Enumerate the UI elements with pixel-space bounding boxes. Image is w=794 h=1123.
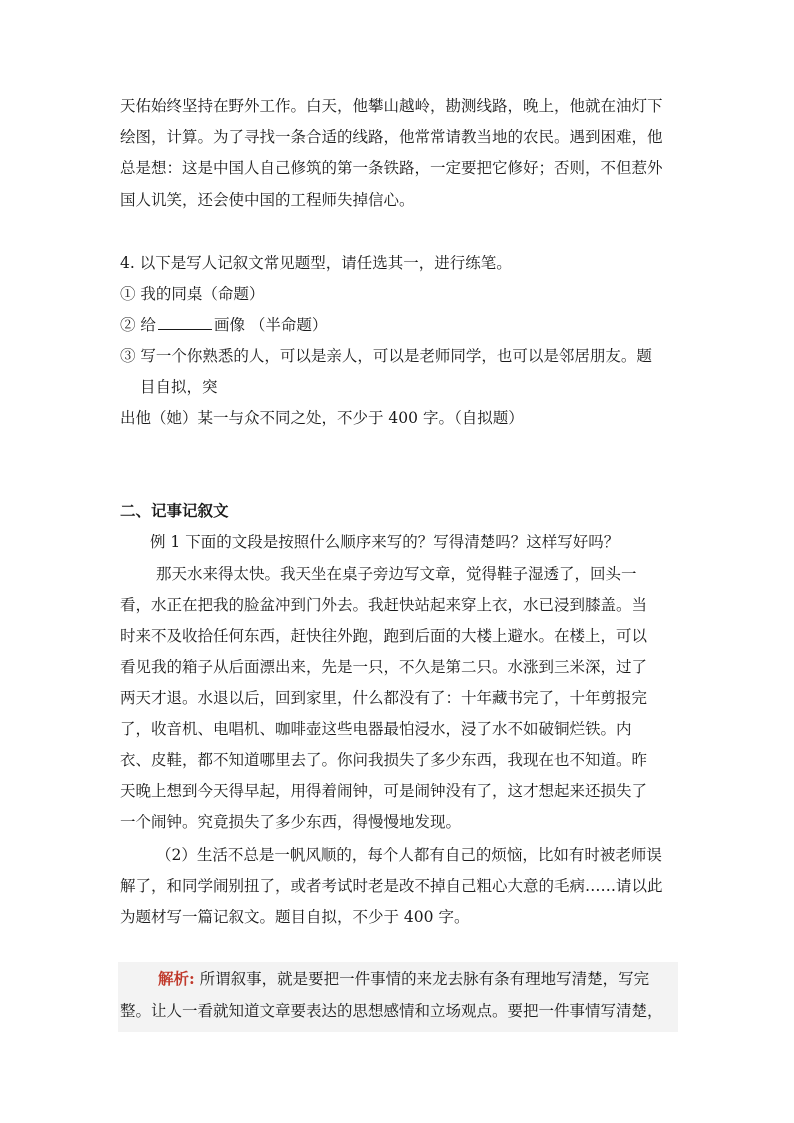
- section2-heading: 二、记事记叙文: [120, 501, 229, 520]
- passage-line-1: 那天水来得太快。我天坐在桌子旁边写文章，觉得鞋子湿透了，回头一: [156, 565, 637, 583]
- analysis-text-1: 所谓叙事，就是要把一件事情的来龙去脉有条有理地写清楚，写完: [194, 970, 650, 988]
- task-line-2: 解了，和同学闹别扭了，或者考试时老是改不掉自己粗心大意的毛病……请以此: [120, 877, 663, 895]
- q4-option-3-line-3: 出他（她）某一与众不同之处，不少于 400 字。（自拟题）: [120, 409, 524, 427]
- passage-line-6: 了，收音机、电唱机、咖啡壶这些电器最怕浸水，浸了水不如破铜烂铁。内: [120, 720, 632, 738]
- para1-line-2: 绘图，计算。为了寻找一条合适的线路，他常常请教当地的农民。遇到困难，他: [120, 128, 663, 146]
- passage-line-9: 一个闹钟。究竟损失了多少东西，得慢慢地发现。: [120, 813, 462, 831]
- passage-line-2: 看，水正在把我的脸盆冲到门外去。我赶快站起来穿上衣，水已浸到膝盖。当: [120, 596, 648, 614]
- passage-line-7: 衣、皮鞋，都不知道哪里去了。你问我损失了多少东西，我现在也不知道。昨: [120, 751, 648, 769]
- passage-line-4: 看见我的箱子从后面漂出来，先是一只，不久是第二只。水涨到三米深，过了: [120, 658, 648, 676]
- analysis-line-1: [158, 969, 649, 989]
- para1-line-3: 总是想：这是中国人自己修筑的第一条铁路，一定要把它修好；否则，不但惹外: [120, 159, 663, 177]
- q4-title: 4. 以下是写人记叙文常见题型，请任选其一，进行练笔。: [120, 254, 512, 272]
- para1-line-4: 国人讥笑，还会使中国的工程师失掉信心。: [120, 191, 415, 209]
- passage-line-3: 时来不及收拾任何东西，赶快往外跑，跑到后面的大楼上避水。在楼上，可以: [120, 627, 648, 645]
- fill-blank: [158, 315, 212, 330]
- q4-option-1: ① 我的同桌（命题）: [120, 285, 265, 303]
- passage-line-8: 天晚上想到今天得早起，用得着闹钟，可是闹钟没有了，这才想起来还损失了: [120, 782, 648, 800]
- example-1-prompt: 例 1 下面的文段是按照什么顺序来写的？写得清楚吗？这样写好吗？: [150, 533, 620, 551]
- task-line-1: （2）生活不总是一帆风顺的，每个人都有自己的烦恼，比如有时被老师误: [156, 846, 662, 864]
- q4-option-3-line-2: 目自拟，突: [140, 378, 218, 396]
- q4-option-2-prefix: ② 给: [120, 316, 156, 334]
- q4-option-2: [120, 315, 327, 335]
- para1-line-1: 天佑始终坚持在野外工作。白天，他攀山越岭，勘测线路，晚上，他就在油灯下: [120, 97, 663, 115]
- task-line-3: 为题材写一篇记叙文。题目自拟，不少于 400 字。: [120, 908, 470, 926]
- analysis-line-2: 整。让人一看就知道文章要表达的思想感情和立场观点。要把一件事情写清楚，: [120, 1002, 663, 1020]
- q4-option-3-line-1: ③ 写一个你熟悉的人，可以是亲人，可以是老师同学，也可以是邻居朋友。题: [120, 347, 652, 365]
- analysis-label: 解析:: [158, 969, 195, 988]
- q4-option-2-suffix: 画像 （半命题）: [213, 316, 328, 334]
- passage-line-5: 两天才退。水退以后，回到家里，什么都没有了：十年藏书完了，十年剪报完: [120, 689, 648, 707]
